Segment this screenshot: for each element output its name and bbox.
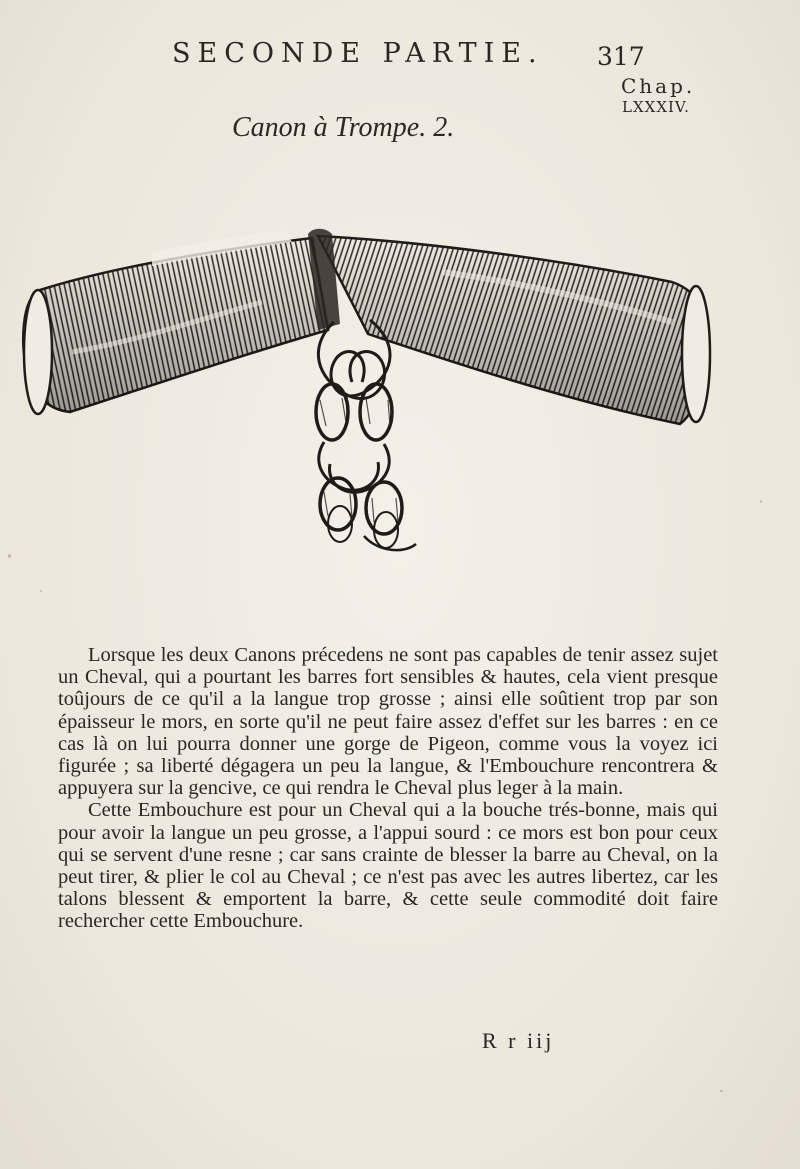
chain-links (316, 320, 416, 550)
body-text (58, 644, 718, 933)
right-canon (318, 236, 710, 424)
paper-speck (8, 554, 11, 558)
figure-caption: Canon à Trompe. 2. (232, 112, 455, 143)
paragraph-1: Lorsque les deux Canons précedens ne sont pas capables de tenir assez sujet un Cheval, qui a pourtant les barres fort sensibles & hautes, cela vient presque toûjours de ce qu'il a la langue trop grosse ; ainsi elle soûtient trop par son épaisseur le mors, en sorte qu'il ne peut faire assez d'effet sur les barres : en ce cas là on lui pourra donner une gorge de Pigeon, comme vous la voyez ici figurée ; sa liberté dégagera un peu la langue, & l'Embouchure rencontrera & appuyera sur la gencive, ce qui rendra le Cheval plus leger à la main. (58, 644, 718, 800)
paper-speck (760, 500, 762, 503)
paper-speck (720, 1090, 723, 1092)
bit-engraving (12, 212, 724, 564)
running-head: SECONDE PARTIE. (172, 38, 544, 69)
paper-speck (40, 590, 42, 592)
page-number: 317 (597, 42, 645, 71)
left-canon (23, 230, 328, 414)
paragraph-2: Cette Embouchure est pour un Cheval qui a la bouche trés-bonne, mais qui pour avoir la langue un peu grosse, a l'appui sourd : ce mors est bon pour ceux qui se servent d'une resne ; car sans crainte de blesser la barre au Cheval, on la peut tirer, & plier le col au Cheval ; ce n'est pas avec les autres libertez, car les talons blessent & emportent la barre, & cette seule commodité doit faire rechercher cette Embouchure. (58, 799, 718, 933)
signature-mark: R r iij (482, 1028, 555, 1053)
chapter-label: Chap. (621, 74, 696, 98)
chapter-number: LXXXIV. (622, 98, 690, 116)
